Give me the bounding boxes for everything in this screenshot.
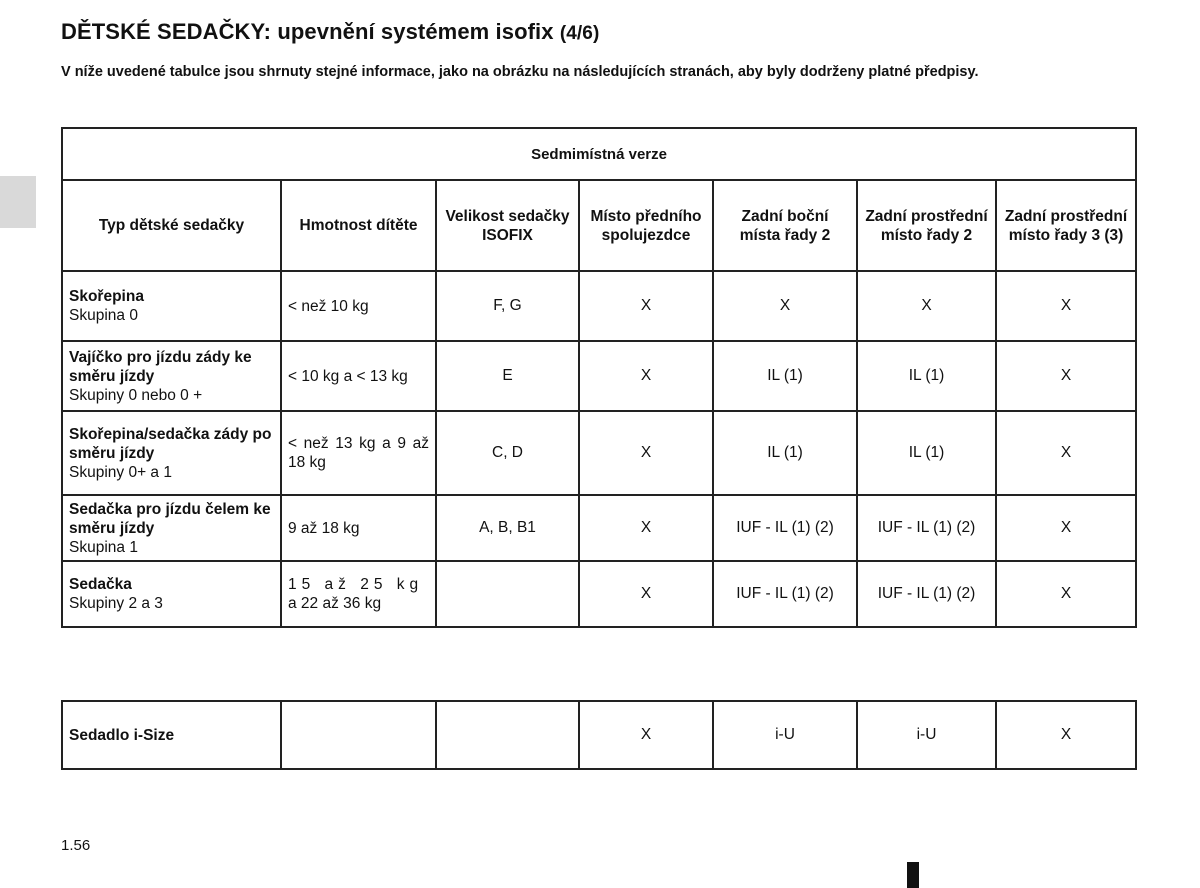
header-child-weight: Hmotnost dítěte <box>281 180 436 271</box>
seat-type-name: Vajíčko pro jízdu zády ke směru jízdy <box>69 348 252 385</box>
table-row <box>62 271 1136 341</box>
seat-type-name: Skořepina <box>69 288 144 305</box>
section-tab-marker <box>0 176 36 228</box>
weight-cell: < než 13 kg a 9 až 18 kg <box>281 411 436 495</box>
rear-side-row2-cell: IUF - IL (1) (2) <box>713 561 857 627</box>
seat-type-cell <box>62 561 281 627</box>
page-title: DĚTSKÉ SEDAČKY: upevnění systémem isofix (4/6) <box>61 19 600 44</box>
rear-middle-row3-cell: X <box>996 411 1136 495</box>
header-front-passenger: Místo předního spolujezdce <box>579 180 713 271</box>
weight-cell <box>281 561 436 627</box>
seat-group: Skupiny 2 a 3 <box>69 595 163 612</box>
rear-middle-row2-cell: IL (1) <box>857 341 996 411</box>
rear-middle-row2-cell: IL (1) <box>857 411 996 495</box>
front-passenger-cell: X <box>579 495 713 561</box>
header-rear-middle-row3: Zadní prostřední místo řady 3 (3) <box>996 180 1136 271</box>
isofix-size-cell <box>436 701 579 769</box>
table-row <box>62 561 1136 627</box>
seat-type-cell <box>62 271 281 341</box>
front-passenger-cell: X <box>579 561 713 627</box>
rear-middle-row3-cell: X <box>996 271 1136 341</box>
rear-middle-row2-cell: IUF - IL (1) (2) <box>857 561 996 627</box>
table-row <box>62 495 1136 561</box>
isize-table <box>61 700 1137 770</box>
intro-text: V níže uvedené tabulce jsou shrnuty stejné informace, jako na obrázku na následujících stranách, aby byly dodrženy platné předpisy. <box>61 64 979 80</box>
rear-middle-row3-cell: X <box>996 701 1136 769</box>
page-number: 1.56 <box>61 837 91 854</box>
weight-cell: < než 10 kg <box>281 271 436 341</box>
isofix-table <box>61 127 1137 628</box>
isofix-size-cell: A, B, B1 <box>436 495 579 561</box>
print-cut-mark <box>907 862 919 888</box>
header-isofix-size: Velikost sedačky ISOFIX <box>436 180 579 271</box>
header-rear-side-row2: Zadní boční místa řady 2 <box>713 180 857 271</box>
weight-line-1: 15 až 25 kg <box>288 576 424 593</box>
rear-middle-row3-cell: X <box>996 341 1136 411</box>
rear-side-row2-cell: i-U <box>713 701 857 769</box>
seat-type-name: Sedačka pro jízdu čelem ke směru jízdy <box>69 500 271 537</box>
table-header-row <box>62 180 1136 271</box>
table-caption: Sedmimístná verze <box>62 128 1136 180</box>
header-seat-type: Typ dětské sedačky <box>62 180 281 271</box>
table-row <box>62 341 1136 411</box>
table-caption-row <box>62 128 1136 180</box>
isofix-size-cell: C, D <box>436 411 579 495</box>
seat-group: Skupiny 0 nebo 0 + <box>69 386 203 404</box>
isofix-size-cell: E <box>436 341 579 411</box>
seat-group: Skupina 1 <box>69 538 138 556</box>
rear-middle-row2-cell: i-U <box>857 701 996 769</box>
front-passenger-cell: X <box>579 271 713 341</box>
front-passenger-cell: X <box>579 411 713 495</box>
weight-cell <box>281 701 436 769</box>
seat-type-cell <box>62 341 281 411</box>
front-passenger-cell: X <box>579 701 713 769</box>
seat-type-name: Sedačka <box>69 576 132 593</box>
table-row <box>62 701 1136 769</box>
seat-type-cell <box>62 495 281 561</box>
rear-middle-row2-cell: X <box>857 271 996 341</box>
weight-cell: < 10 kg a < 13 kg <box>281 341 436 411</box>
seat-group: Skupina 0 <box>69 307 138 324</box>
rear-middle-row3-cell: X <box>996 495 1136 561</box>
isize-seat-name: Sedadlo i-Size <box>62 701 281 769</box>
isofix-size-cell <box>436 561 579 627</box>
weight-line-2: a 22 až 36 kg <box>288 595 382 612</box>
front-passenger-cell: X <box>579 341 713 411</box>
seat-type-name: Skořepina/sedačka zády po směru jízdy <box>69 425 272 462</box>
seat-group: Skupiny 0+ a 1 <box>69 463 172 481</box>
rear-side-row2-cell: IL (1) <box>713 341 857 411</box>
isofix-size-cell: F, G <box>436 271 579 341</box>
weight-cell: 9 až 18 kg <box>281 495 436 561</box>
table-row <box>62 411 1136 495</box>
rear-side-row2-cell: X <box>713 271 857 341</box>
header-rear-middle-row2: Zadní prostřední místo řady 2 <box>857 180 996 271</box>
rear-side-row2-cell: IUF - IL (1) (2) <box>713 495 857 561</box>
seat-type-cell <box>62 411 281 495</box>
rear-middle-row2-cell: IUF - IL (1) (2) <box>857 495 996 561</box>
rear-side-row2-cell: IL (1) <box>713 411 857 495</box>
rear-middle-row3-cell: X <box>996 561 1136 627</box>
